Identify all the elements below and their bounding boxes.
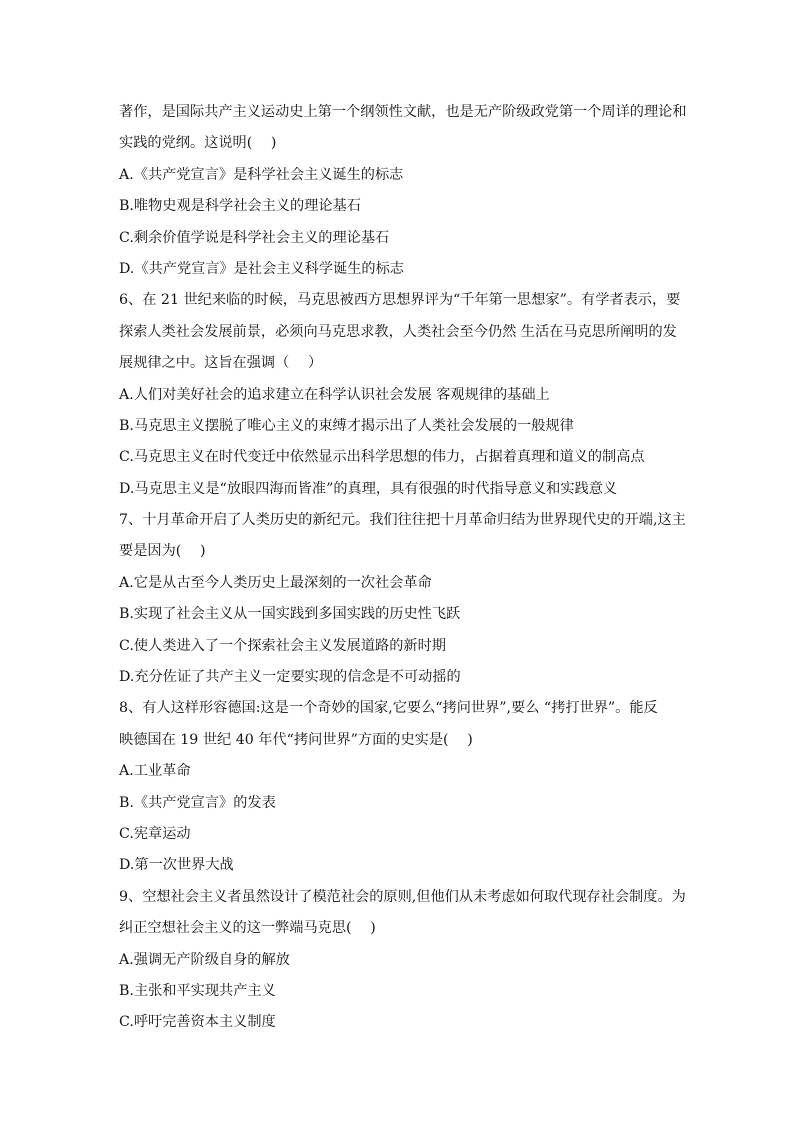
option-c: C.马克思主义在时代变迁中依然显示出科学思想的伟力，占据着真理和道义的制高点: [119, 449, 645, 466]
question-stem-line: 著作，是国际共产主义运动史上第一个纲领性文献，也是无产阶级政党第一个周详的理论和: [119, 104, 687, 120]
option-a: A.它是从古至今人类历史上最深刻的一次社会革命: [119, 574, 432, 591]
option-c: C.宪章运动: [119, 825, 191, 842]
question-9: [119, 882, 686, 1039]
option-b: B.唯物史观是科学社会主义的理论基石: [119, 198, 361, 215]
option-a: A.人们对美好社会的追求建立在科学认识社会发展 客观规律的基础上: [119, 386, 550, 403]
option-b: B.马克思主义摆脱了唯心主义的束缚才揭示出了人类社会发展的一般规律: [119, 417, 574, 434]
option-b: B.实现了社会主义从一国实践到多国实践的历史性飞跃: [119, 606, 461, 623]
question-5-continuation: [119, 97, 687, 285]
option-b: B.主张和平实现共产主义: [119, 982, 276, 999]
question-7: [119, 505, 686, 693]
question-content: [119, 97, 687, 1039]
option-b: B.《共产党宣言》的发表: [119, 794, 276, 811]
question-stem-line: 8、有人这样形容德国:这是一个奇妙的国家,它要么“拷问世界”,要么 “拷打世界”。能反: [119, 700, 658, 717]
question-stem-line: 实践的党纲。这说明( ): [119, 135, 277, 152]
question-6: [119, 285, 679, 505]
question-stem-line: 展规律之中。这旨在强调（ ）: [119, 355, 323, 372]
question-stem-line: 6、在 21 世纪来临的时候，马克思被西方思想界评为“千年第一思想家”。有学者表示，要: [119, 292, 681, 309]
question-stem-line: 探索人类社会发展前景，必须向马克思求教，人类社会至今仍然 生活在马克思所阐明的发: [119, 323, 677, 340]
option-c: C.使人类进入了一个探索社会主义发展道路的新时期: [119, 637, 446, 654]
option-a: A.工业革命: [119, 763, 191, 780]
question-stem-line: 9、空想社会主义者虽然设计了模范社会的原则,但他们从未考虑如何取代现存社会制度。为: [119, 888, 686, 905]
option-d: D.马克思主义是“放眼四海而皆准”的真理，具有很强的时代指导意义和实践意义: [119, 480, 618, 497]
question-8: [119, 693, 679, 881]
option-d: D.第一次世界大战: [119, 857, 234, 874]
option-d: D.充分佐证了共产主义一定要实现的信念是不可动摇的: [119, 669, 461, 686]
question-stem-line: 纠正空想社会主义的这一弊端马克思( ): [119, 920, 376, 937]
question-stem-line: 映德国在 19 世纪 40 年代“拷问世界”方面的史实是( ): [119, 731, 473, 748]
question-stem-line: 7、十月革命开启了人类历史的新纪元。我们往往把十月革命归结为世界现代史的开端,这主: [119, 512, 686, 529]
option-c: C.呼吁完善资本主义制度: [119, 1014, 276, 1031]
option-d: D.《共产党宣言》是社会主义科学诞生的标志: [119, 260, 404, 277]
option-a: A.《共产党宣言》是科学社会主义诞生的标志: [119, 166, 404, 183]
question-stem-line: 要是因为( ): [119, 543, 206, 560]
option-a: A.强调无产阶级自身的解放: [119, 951, 290, 968]
option-c: C.剩余价值学说是科学社会主义的理论基石: [119, 229, 390, 246]
